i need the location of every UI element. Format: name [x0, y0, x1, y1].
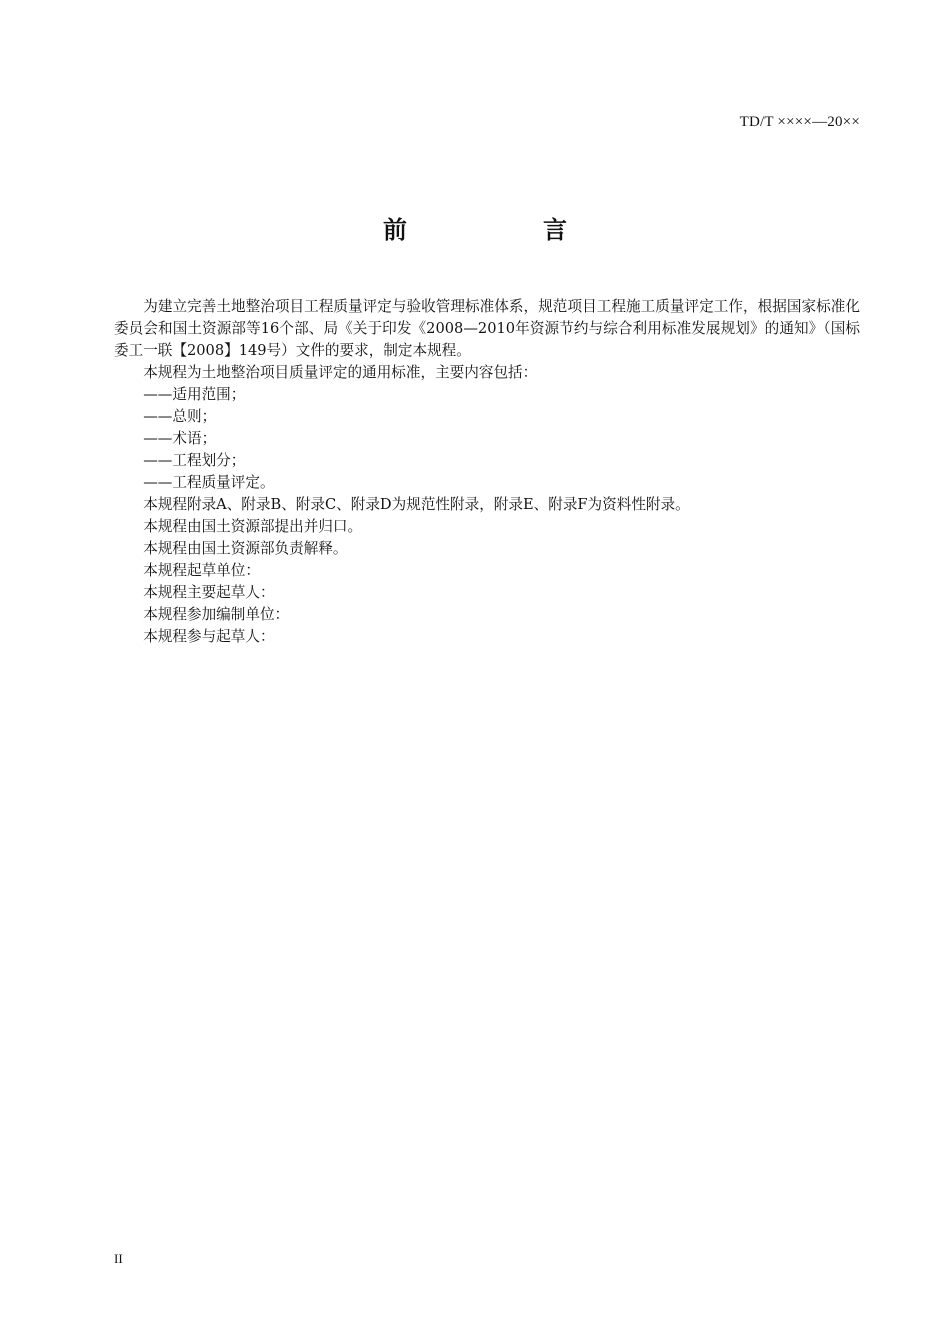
participating-units: 本规程参加编制单位： — [143, 606, 290, 623]
main-drafters: 本规程主要起草人： — [143, 584, 275, 601]
participating-drafters: 本规程参与起草人： — [143, 628, 275, 645]
list-item: ——适用范围； — [143, 386, 246, 403]
statements — [114, 494, 860, 648]
page-title: 前 言 — [383, 216, 623, 244]
document-body — [114, 296, 860, 648]
list-item: ——总则； — [143, 408, 217, 425]
appendix-statement: 本规程附录A、附录B、附录C、附录D为规范性附录，附录E、附录F为资料性附录。 — [143, 496, 690, 513]
proposer-statement: 本规程由国土资源部提出并归口。 — [143, 518, 363, 535]
list-item: ——工程划分； — [143, 452, 246, 469]
page-number: II — [114, 1251, 123, 1266]
drafting-unit: 本规程起草单位： — [143, 562, 260, 579]
standard-code: TD/T ××××—20×× — [739, 114, 860, 130]
contents-list — [114, 384, 860, 494]
interpretation-statement: 本规程由国土资源部负责解释。 — [143, 540, 348, 557]
list-item: ——术语； — [143, 430, 217, 447]
intro-paragraph: 为建立完善土地整治项目工程质量评定与验收管理标准体系，规范项目工程施工质量评定工作，根据国家标准化委员会和国土资源部等16个部、局《关于印发《2008—2010年资源节约与综合利用标准发展规划》的通知》（国标委工一联【2008】149号）文件的要求，制定本规程。 — [114, 298, 860, 359]
list-item: ——工程质量评定。 — [143, 474, 275, 491]
scope-intro: 本规程为土地整治项目质量评定的通用标准，主要内容包括： — [143, 364, 538, 381]
